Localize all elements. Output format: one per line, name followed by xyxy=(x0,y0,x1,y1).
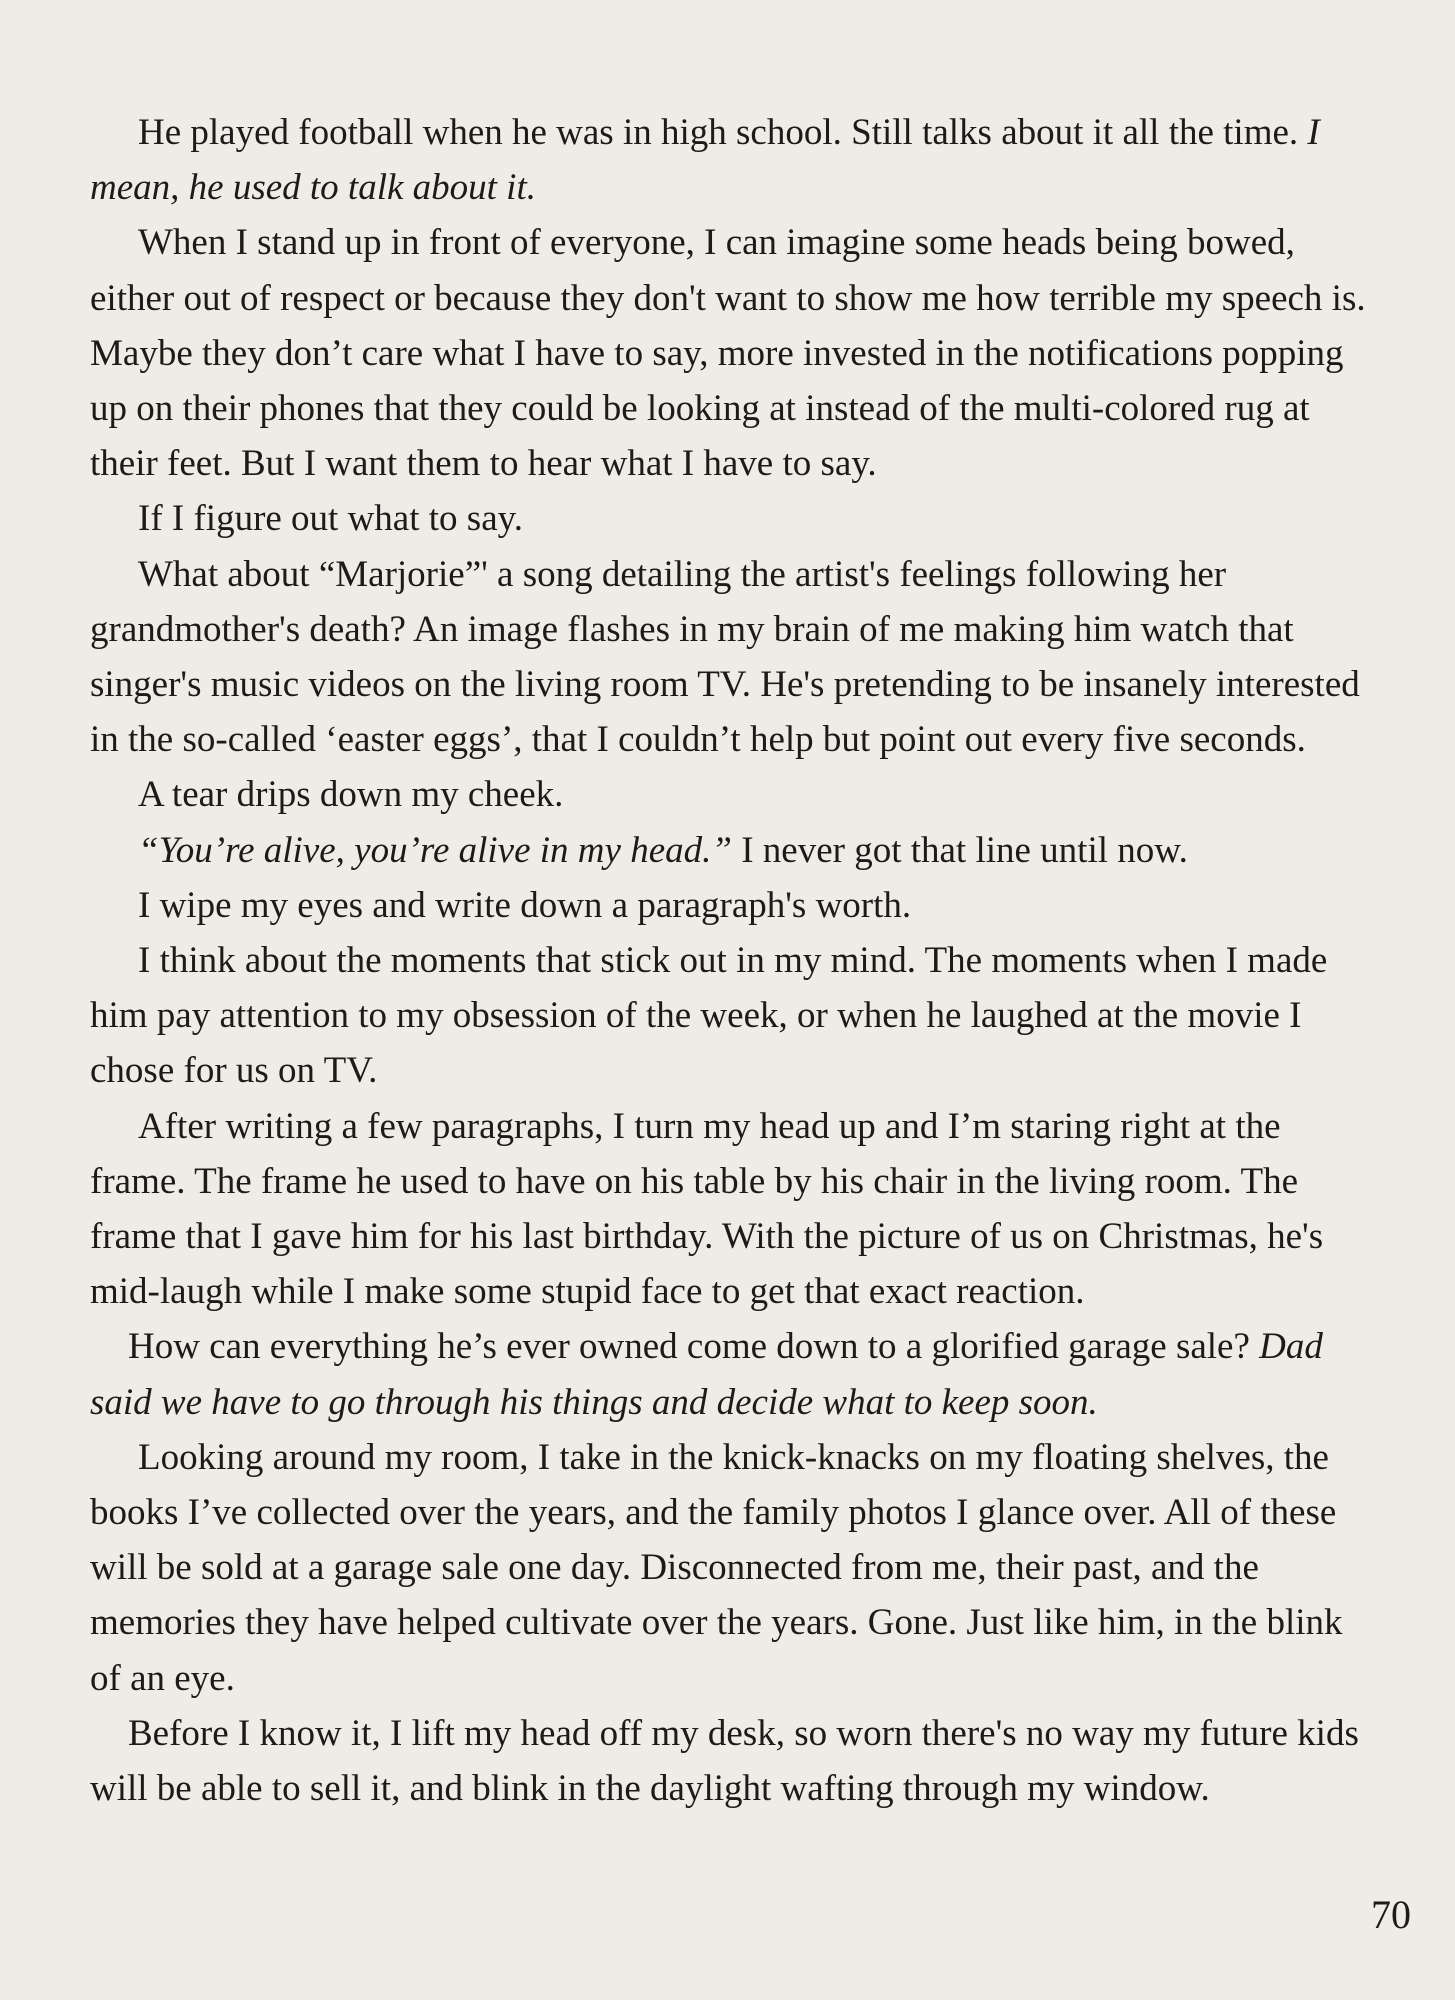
italic-text: I mean, he used to talk about it. xyxy=(90,112,1320,209)
paragraph: He played football when he was in high school. Still talks about it all the time. I mean, he used to talk about it. xyxy=(90,112,1320,209)
paragraph: After writing a few paragraphs, I turn my head up and I’m staring right at the frame. The frame he used to have on his table by his chair in the living room. The frame that I gave him for his last birthday. With the picture of us on Christmas, he's mid-laugh while I make some stupid face to get that exact reaction. xyxy=(90,1105,1324,1313)
page-number: 70 xyxy=(1371,1892,1411,1937)
paragraph: “You’re alive, you’re alive in my head.” I never got that line until now. xyxy=(138,829,1188,871)
italic-text: “You’re alive, you’re alive in my head.” xyxy=(138,829,732,871)
paragraph: When I stand up in front of everyone, I can imagine some heads being bowed, either out of respect or because they don't want to show me how terrible my speech is. Maybe they don’t care what I have to say, more invested in the notifications popping up on their phones that they could be looking at instead of the multi-colored rug at their feet. But I want them to hear what I have to say. xyxy=(90,222,1366,485)
body-text xyxy=(90,105,1370,1816)
paragraph: I wipe my eyes and write down a paragraph's worth. xyxy=(138,884,912,926)
paragraph: What about “Marjorie”' a song detailing the artist's feelings following her grandmother's death? An image flashes in my brain of me making him watch that singer's music videos on the living room TV. He's pretending to be insanely interested in the so-called ‘easter eggs’, that I couldn’t help but point out every five seconds. xyxy=(90,553,1360,761)
paragraph: If I figure out what to say. xyxy=(138,498,523,540)
paragraph: Before I know it, I lift my head off my desk, so worn there's no way my future kids will be able to sell it, and blink in the daylight wafting through my window. xyxy=(90,1712,1359,1810)
paragraph: Looking around my room, I take in the knick-knacks on my floating shelves, the books I’ve collected over the years, and the family photos I glance over. All of these will be sold at a garage sale one day. Disconnected from me, their past, and the memories they have helped cultivate over the years. Gone. Just like him, in the blink of an eye. xyxy=(90,1436,1343,1699)
paragraph: I think about the moments that stick out in my mind. The moments when I made him pay attention to my obsession of the week, or when he laughed at the movie I chose for us on TV. xyxy=(90,940,1328,1092)
italic-text: Dad said we have to go through his things and decide what to keep soon. xyxy=(90,1326,1323,1423)
paragraph: How can everything he’s ever owned come down to a glorified garage sale? Dad said we have to go through his things and decide what to keep soon. xyxy=(90,1326,1323,1423)
paragraph: A tear drips down my cheek. xyxy=(138,774,564,816)
